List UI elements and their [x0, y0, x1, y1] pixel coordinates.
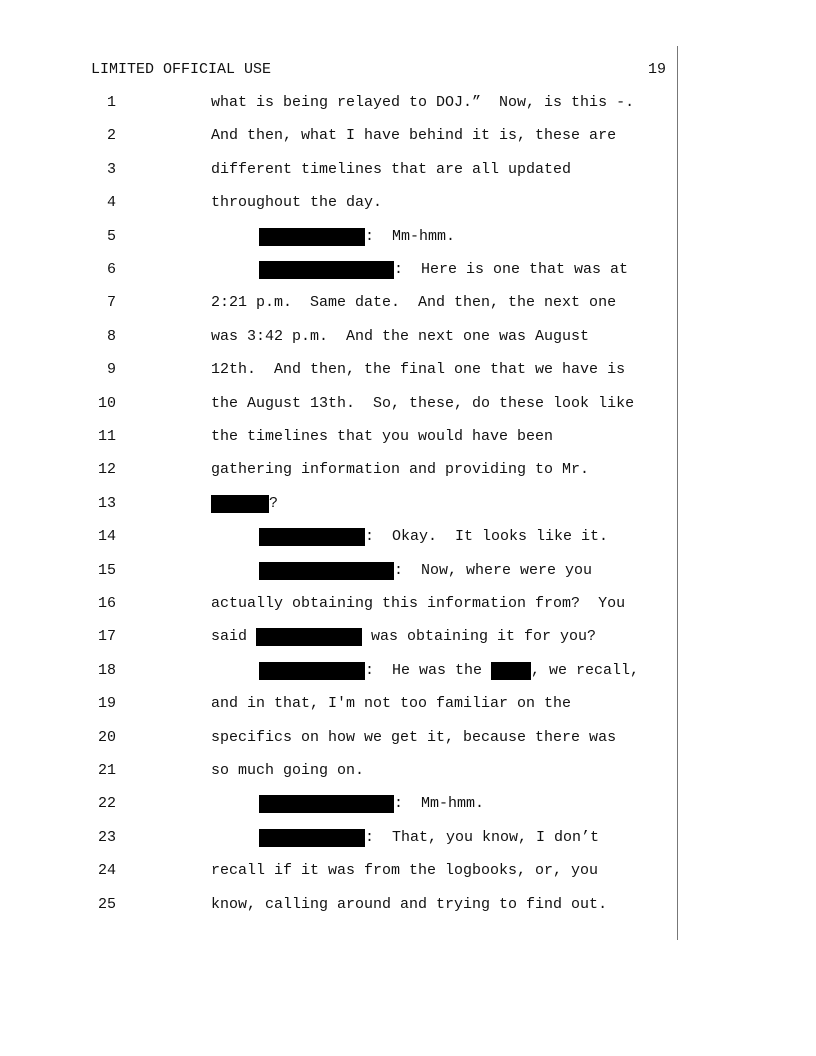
transcript-line: [0, 594, 816, 614]
text-segment: actually obtaining this information from? You: [211, 595, 626, 612]
line-number: 23: [97, 828, 116, 846]
text-segment: gathering information and providing to Mr.: [211, 461, 590, 479]
transcript-line: [0, 160, 816, 180]
text-segment: 2:21 p.m. Same date. And then, the next one: [211, 294, 617, 312]
transcript-line: [0, 828, 816, 848]
text-segment: said: [211, 628, 257, 646]
text-segment: 12th. And then, the final one that we have is: [211, 361, 626, 379]
line-text: [211, 93, 634, 113]
transcript-line: [0, 427, 816, 447]
line-number: 10: [97, 394, 116, 412]
line-number: 25: [97, 895, 116, 913]
redaction-block: [259, 528, 365, 546]
redaction-block: [491, 662, 531, 680]
line-text: [259, 227, 455, 247]
line-number: 8: [106, 327, 116, 345]
text-segment: : Now, where were you: [394, 561, 593, 579]
transcript-line: [0, 360, 816, 380]
line-text: [259, 828, 599, 848]
line-text: [211, 293, 616, 313]
text-segment: ?: [269, 494, 279, 512]
text-segment: so much going on.: [211, 762, 365, 779]
transcript-line: [0, 627, 816, 647]
line-number: 4: [106, 194, 116, 212]
redaction-block: [211, 495, 269, 513]
line-number: 22: [97, 795, 116, 813]
transcript-line: [0, 293, 816, 313]
text-segment: was 3:42 p.m. And the next one was August: [211, 327, 590, 345]
transcript-line: [0, 794, 816, 814]
line-text: [211, 728, 616, 748]
transcript-line: [0, 327, 816, 347]
line-number: 19: [97, 695, 116, 713]
text-segment: throughout the day.: [211, 194, 383, 212]
line-text: [211, 594, 625, 614]
text-segment: And then, what I have behind it is, these are: [211, 127, 617, 145]
line-text: [211, 193, 382, 213]
text-segment: : He was the: [365, 661, 492, 679]
line-text: [211, 861, 598, 881]
line-text: [259, 794, 484, 814]
line-text: [211, 394, 634, 414]
text-segment: : Mm-hmm.: [394, 795, 485, 813]
redaction-block: [259, 261, 394, 279]
redaction-block: [259, 562, 394, 580]
transcript-line: [0, 761, 816, 781]
line-text: [211, 895, 607, 915]
line-text: [211, 327, 589, 347]
text-segment: the timelines that you would have been: [211, 428, 554, 445]
text-segment: what is being relayed to DOJ.” Now, is this -.: [211, 94, 635, 111]
text-segment: know, calling around and trying to find out.: [211, 895, 608, 913]
line-text: [211, 761, 364, 781]
transcript-line: [0, 260, 816, 280]
transcript-line: [0, 661, 816, 681]
transcript-line: [0, 728, 816, 748]
line-number: 1: [106, 94, 116, 111]
text-segment: and in that, I'm not too familiar on the: [211, 695, 572, 713]
line-number: 12: [97, 461, 116, 479]
line-text: [259, 527, 608, 547]
transcript-line: [0, 227, 816, 247]
line-number: 11: [97, 428, 116, 445]
line-number: 20: [97, 728, 116, 746]
redaction-block: [259, 662, 365, 680]
line-text: [211, 627, 596, 647]
line-number: 3: [106, 160, 116, 178]
text-segment: was obtaining it for you?: [362, 628, 597, 646]
line-text: [211, 160, 571, 180]
text-segment: specifics on how we get it, because there was: [211, 728, 617, 746]
text-segment: different timelines that are all updated: [211, 160, 572, 178]
redaction-block: [259, 228, 365, 246]
line-number: 13: [97, 494, 116, 512]
line-number: 14: [97, 528, 116, 546]
line-number: 17: [97, 628, 116, 646]
redaction-block: [259, 795, 394, 813]
line-text: [211, 126, 616, 146]
line-text: [211, 427, 553, 447]
line-text: [211, 460, 589, 480]
transcript-line: [0, 93, 816, 113]
line-number: 7: [106, 294, 116, 312]
redaction-block: [256, 628, 362, 646]
text-segment: recall if it was from the logbooks, or, you: [211, 862, 599, 880]
transcript-line: [0, 861, 816, 881]
line-text: [259, 260, 628, 280]
text-segment: , we recall,: [531, 661, 640, 679]
line-text: [211, 494, 278, 514]
transcript-line: [0, 460, 816, 480]
text-segment: : Here is one that was at: [394, 261, 629, 278]
line-number: 9: [106, 361, 116, 379]
redaction-block: [259, 829, 365, 847]
line-number: 18: [97, 661, 116, 679]
transcript-line: [0, 895, 816, 915]
line-text: [211, 694, 571, 714]
line-text: [211, 360, 625, 380]
line-number: 2: [106, 127, 116, 145]
line-number: 16: [97, 595, 116, 612]
line-text: [259, 561, 592, 581]
transcript-line: [0, 394, 816, 414]
line-number: 21: [97, 762, 116, 779]
transcript-line: [0, 494, 816, 514]
transcript-line: [0, 561, 816, 581]
text-segment: : That, you know, I don’t: [365, 828, 600, 846]
transcript-line: [0, 193, 816, 213]
line-number: 24: [97, 862, 116, 880]
line-number: 6: [106, 261, 116, 278]
text-segment: the August 13th. So, these, do these look like: [211, 394, 635, 412]
transcript-line: [0, 694, 816, 714]
line-text: [259, 661, 639, 681]
header-classification: LIMITED OFFICIAL USE: [91, 61, 272, 78]
line-number: 15: [97, 561, 116, 579]
page-number: 19: [648, 61, 667, 78]
transcript-line: [0, 126, 816, 146]
transcript-line: [0, 527, 816, 547]
line-number: 5: [106, 227, 116, 245]
text-segment: : Okay. It looks like it.: [365, 528, 609, 546]
text-segment: : Mm-hmm.: [365, 227, 456, 245]
